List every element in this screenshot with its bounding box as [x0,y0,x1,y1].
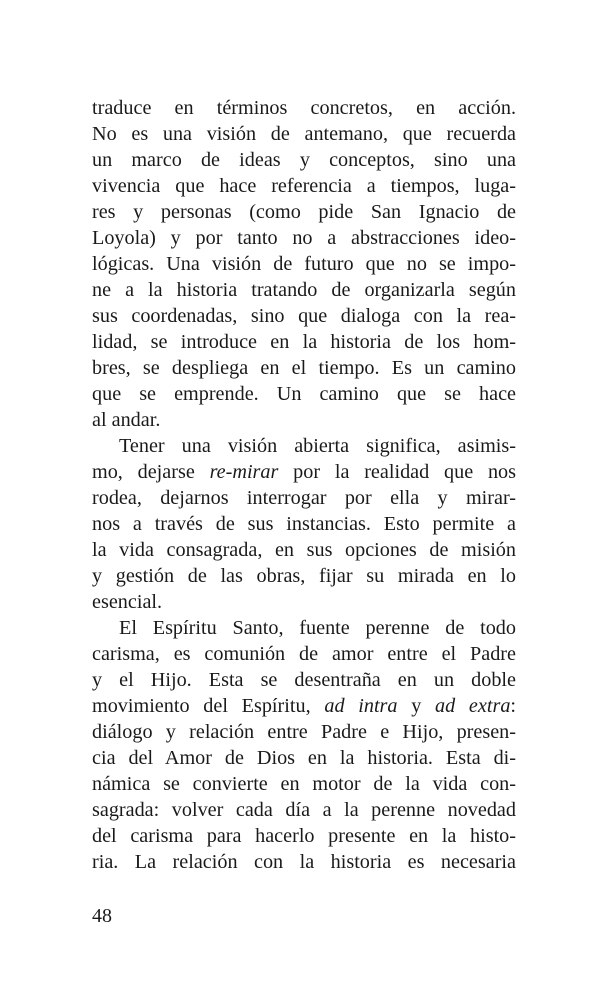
text-line: res y personas (como pide San Ignacio de [92,201,516,223]
text-line: un marco de ideas y conceptos, sino una [92,149,516,171]
body-text [92,95,516,875]
text-line: diálogo y relación entre Padre e Hijo, presen- [92,721,516,743]
text-line: que se emprende. Un camino que se hace [92,383,516,405]
text-line: mo, dejarse re-mirar por la realidad que nos [92,461,516,483]
text-line: sagrada: volver cada día a la perenne novedad [92,799,516,821]
text-line: vivencia que hace referencia a tiempos, luga- [92,175,516,197]
text-line: y el Hijo. Esta se desentraña en un doble [92,669,516,691]
text-line: ne a la historia tratando de organizarla según [92,279,516,301]
text-line: al andar. [92,409,161,431]
text-line: rodea, dejarnos interrogar por ella y mirar- [92,487,516,509]
text-line: traduce en términos concretos, en acción. [92,97,516,119]
text-line: lidad, se introduce en la historia de los hom- [92,331,516,353]
text-line: Loyola) y por tanto no a abstracciones ideo- [92,227,516,249]
text-line: del carisma para hacerlo presente en la histo- [92,825,516,847]
text-line: esencial. [92,591,163,613]
text-line: movimiento del Espíritu, ad intra y ad extra: [92,695,517,717]
text-line: carisma, es comunión de amor entre el Padre [92,643,516,665]
text-line: la vida consagrada, en sus opciones de misión [92,539,516,561]
text-line: y gestión de las obras, fijar su mirada en lo [92,565,516,587]
text-line: lógicas. Una visión de futuro que no se impo- [92,253,516,275]
text-line: bres, se despliega en el tiempo. Es un camino [92,357,516,379]
text-line: El Espíritu Santo, fuente perenne de todo [119,617,516,639]
text-line: nos a través de sus instancias. Esto permite a [92,513,516,535]
italic-term: ad intra [324,695,398,717]
text-line: ria. La relación con la historia es necesaria [92,851,516,873]
text-line: Tener una visión abierta significa, asimis- [119,435,516,457]
text-line: No es una visión de antemano, que recuerda [92,123,516,145]
text-line: námica se convierte en motor de la vida con- [92,773,516,795]
page-number: 48 [92,905,112,927]
text-line: sus coordenadas, sino que dialoga con la rea- [92,305,516,327]
text-line: cia del Amor de Dios en la historia. Esta di- [92,747,516,769]
italic-term: re-mirar [209,461,279,483]
italic-term: ad extra [435,695,511,717]
